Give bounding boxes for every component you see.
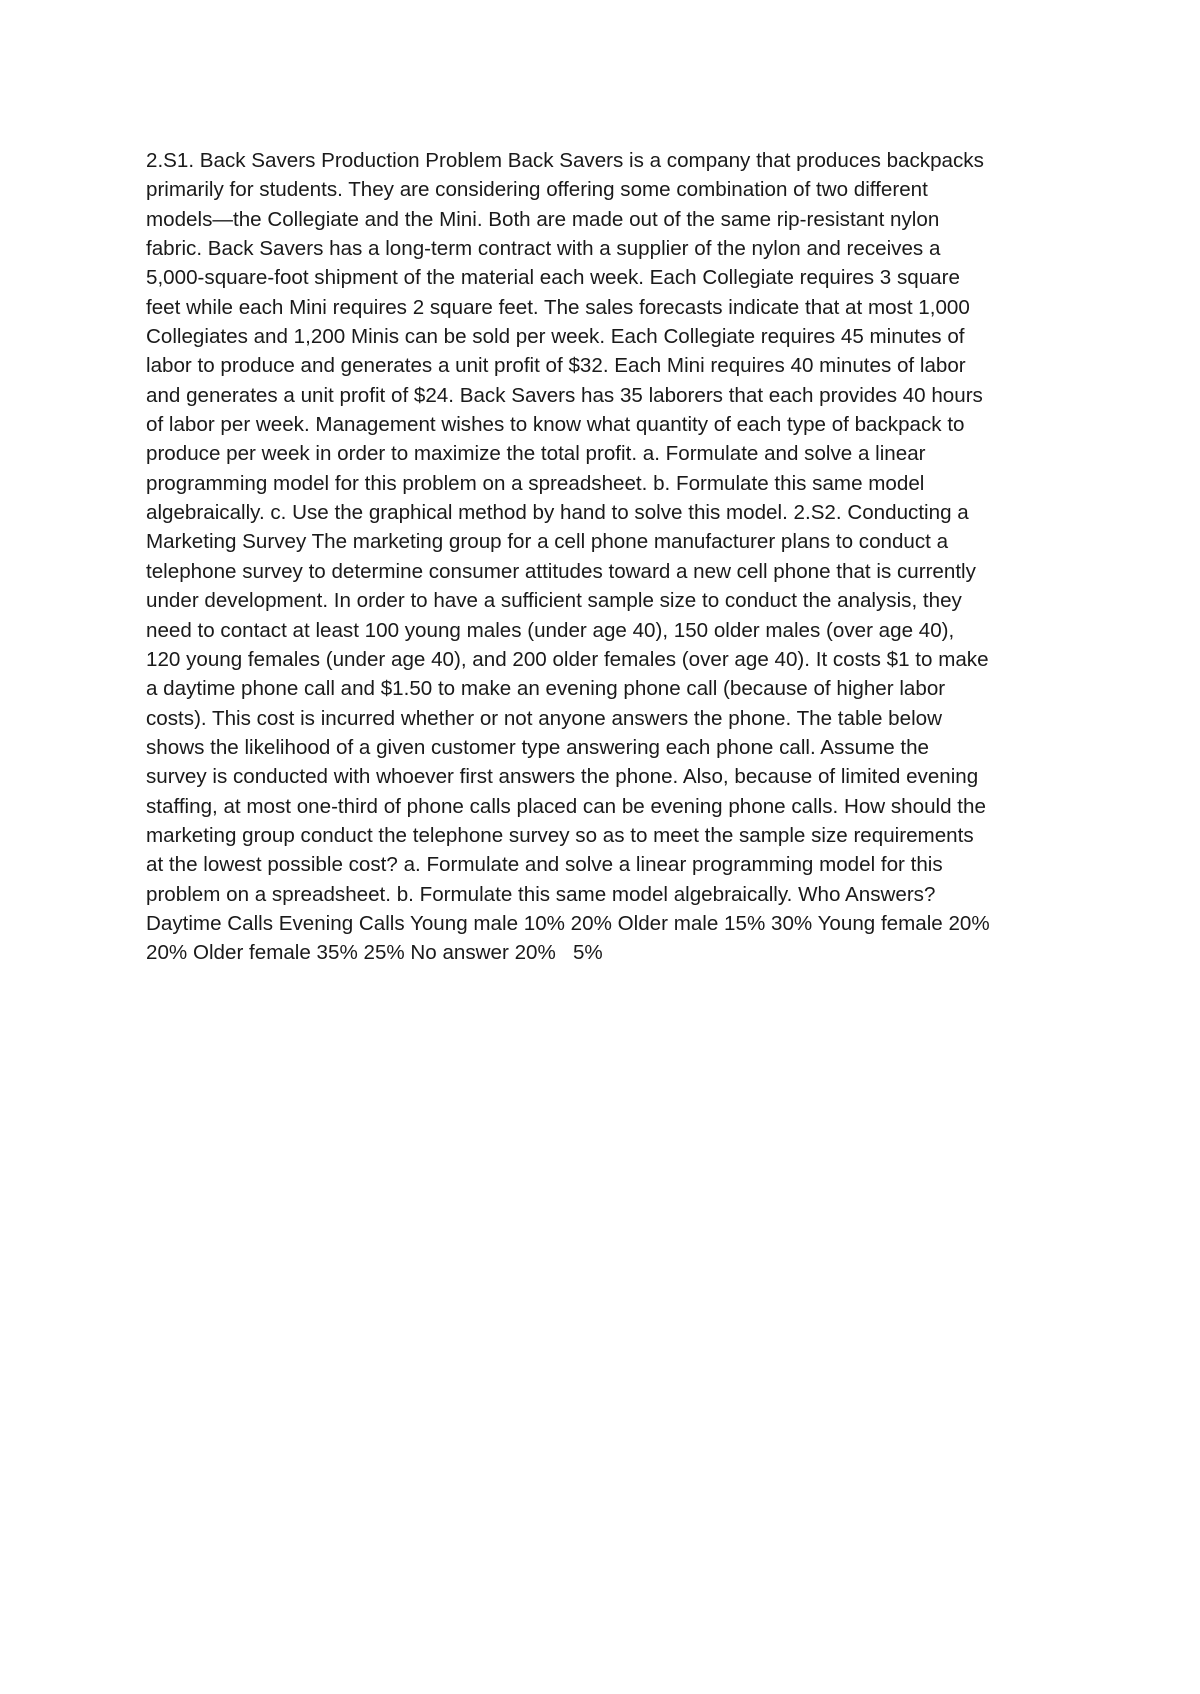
text-line: 120 young females (under age 40), and 200 older females (over age 40). It costs $1 to make [146,647,989,671]
text-line: algebraically. c. Use the graphical method by hand to solve this model. 2.S2. Conducting a [146,501,969,525]
text-line: feet while each Mini requires 2 square feet. The sales forecasts indicate that at most 1,000 [146,295,970,319]
text-line: labor to produce and generates a unit profit of $32. Each Mini requires 40 minutes of labor [146,354,966,378]
text-line: 2.S1. Back Savers Production Problem Back Savers is a company that produces backpacks [146,149,984,172]
text-line: under development. In order to have a sufficient sample size to conduct the analysis, they [146,589,962,613]
text-line: Marketing Survey The marketing group for a cell phone manufacturer plans to conduct a [146,530,949,554]
text-line: Daytime Calls Evening Calls Young male 10% 20% Older male 15% 30% Young female 20% [146,911,990,935]
text-line: problem on a spreadsheet. b. Formulate this same model algebraically. Who Answers? [146,882,936,906]
text-line: programming model for this problem on a spreadsheet. b. Formulate this same model [146,471,925,495]
text-line: staffing, at most one-third of phone calls placed can be evening phone calls. How should the [146,794,986,818]
text-line: need to contact at least 100 young males (under age 40), 150 older males (over age 40), [146,618,955,642]
text-line: Collegiates and 1,200 Minis can be sold per week. Each Collegiate requires 45 minutes of [146,325,965,349]
text-line: costs). This cost is incurred whether or not anyone answers the phone. The table below [146,706,942,730]
text-line: produce per week in order to maximize the total profit. a. Formulate and solve a linear [146,442,926,466]
text-line: marketing group conduct the telephone survey so as to meet the sample size requirements [146,823,974,847]
text-line: primarily for students. They are considering offering some combination of two different [146,178,928,202]
text-line: 20% Older female 35% 25% No answer 20% 5% [146,941,603,965]
text-line: a daytime phone call and $1.50 to make an evening phone call (because of higher labor [146,677,946,701]
text-line: 5,000-square-foot shipment of the material each week. Each Collegiate requires 3 square [146,266,960,290]
text-line: fabric. Back Savers has a long-term contract with a supplier of the nylon and receives a [146,237,941,261]
text-line: shows the likelihood of a given customer type answering each phone call. Assume the [146,735,930,759]
text-line: telephone survey to determine consumer attitudes toward a new cell phone that is currently [146,559,976,583]
text-line: models—the Collegiate and the Mini. Both are made out of the same rip-resistant nylon [146,207,940,231]
text-line: of labor per week. Management wishes to know what quantity of each type of backpack to [146,413,965,437]
text-line: at the lowest possible cost? a. Formulate and solve a linear programming model for this [146,853,943,877]
text-line: survey is conducted with whoever first answers the phone. Also, because of limited evening [146,765,979,789]
text-line: and generates a unit profit of $24. Back Savers has 35 laborers that each provides 40 hours [146,383,983,407]
problem-text [146,146,1066,968]
